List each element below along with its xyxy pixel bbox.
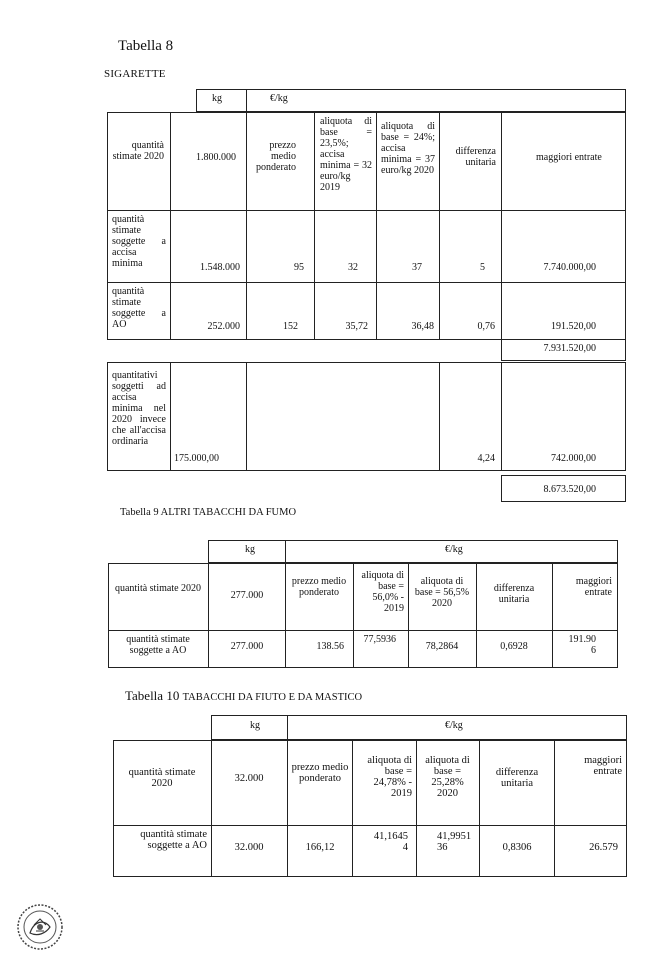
table10-col-a20: aliquota di base = 25,28% 2020 <box>425 755 470 799</box>
table8-ao-a20: 36,48 <box>411 321 434 332</box>
table9-col-a19: aliquota di base = 56,0% - 2019 <box>361 570 404 614</box>
table9-ao-magg: 191.906 <box>568 634 596 656</box>
table8-am-a20: 37 <box>412 262 422 273</box>
table9-ao-prezzo: 138.56 <box>316 641 344 652</box>
table8-ao-diff: 0,76 <box>477 321 495 332</box>
table10-header <box>211 715 627 740</box>
table9-col-a20: aliquota di base = 56,5% 2020 <box>414 576 470 609</box>
table10-ao-prezzo: 166,12 <box>305 842 335 853</box>
table8-title: Tabella 8 <box>118 38 174 54</box>
table10-eurkg-header: €/kg <box>445 720 463 731</box>
table10-kg-header: kg <box>250 720 260 731</box>
official-seal-icon <box>16 903 64 951</box>
table8-qs-label: quantità stimate 2020 <box>112 140 164 162</box>
table8-ex-kg: 175.000,00 <box>174 453 219 464</box>
table10-col-magg: maggiori entrate <box>584 755 622 777</box>
table8-ao-label: quantità stimate soggette a AO <box>112 286 166 330</box>
table8-header <box>196 89 626 112</box>
table10-ao-kg: 32.000 <box>234 842 264 853</box>
table9-title: Tabella 9 ALTRI TABACCHI DA FUMO <box>120 507 297 518</box>
table9-col-prezzo: prezzo medio ponderato <box>291 576 347 598</box>
table8-col-magg: maggiori entrate <box>536 152 602 163</box>
table10-ao-a19: 41,16454 <box>373 831 408 853</box>
table9-ao-kg: 277.000 <box>230 641 264 652</box>
table9-ao-a19: 77,5936 <box>363 634 396 645</box>
table8-am-label: quantità stimate soggette a accisa minima <box>112 214 166 269</box>
table8-total: 8.673.520,00 <box>543 484 596 495</box>
table9-ao-label: quantità stimate soggette a AO <box>126 634 190 656</box>
table8-ex-magg: 742.000,00 <box>551 453 596 464</box>
table8-col-diff: differenza unitaria <box>455 146 496 168</box>
table8-ao-kg: 252.000 <box>207 321 240 332</box>
table8-subtotal: 7.931.520,00 <box>543 343 596 354</box>
table8-ao-prezzo: 152 <box>283 321 298 332</box>
table10-ao-a20: 41,995136 <box>437 831 472 853</box>
table8-kg-header: kg <box>212 93 222 104</box>
table10-ao-label: quantità stimate soggette a AO <box>140 829 207 851</box>
table9-eurkg-header: €/kg <box>445 544 463 555</box>
table10-qs-kg: 32.000 <box>234 773 264 784</box>
table9-qs-kg: 277.000 <box>230 590 264 601</box>
table8-col-aliq2019: aliquota di base = 23,5%; accisa minima = 32 euro/kg 2019 <box>320 116 372 193</box>
table8-ao-a19: 35,72 <box>345 321 368 332</box>
table9-qs-label: quantità stimate 2020 <box>114 583 202 594</box>
table8-col-prezzo: prezzo medio ponderato <box>256 140 296 173</box>
table9-header <box>208 540 618 563</box>
table9-ao-diff: 0,6928 <box>500 641 528 652</box>
table9-col-diff: differenza unitaria <box>493 583 535 605</box>
table8-am-kg: 1.548.000 <box>200 262 240 273</box>
table8-am-magg: 7.740.000,00 <box>543 262 596 273</box>
table9-ao-a20: 78,2864 <box>425 641 459 652</box>
table10-title-sub: TABACCHI DA FIUTO E DA MASTICO <box>182 692 363 703</box>
table8-am-a19: 32 <box>348 262 358 273</box>
table10-ao-diff: 0,8306 <box>502 842 532 853</box>
table10-col-diff: differenza unitaria <box>495 767 539 789</box>
table10-title <box>125 688 362 704</box>
table8-qs-kg: 1.800.000 <box>196 152 236 163</box>
table8-subtitle: SIGARETTE <box>104 68 166 80</box>
table10-col-a19: aliquota di base = 24,78% - 2019 <box>367 755 412 799</box>
table8-col-aliq2020: aliquota di base = 24%; accisa minima = 37 euro/kg 2020 <box>381 121 435 176</box>
table8-ao-magg: 191.520,00 <box>551 321 596 332</box>
table8-ex-label: quantitativi soggetti ad accisa minima nel 2020 invece che all'accisa ordinaria <box>112 370 166 447</box>
table8-eurkg-header: €/kg <box>270 93 288 104</box>
table8-am-prezzo: 95 <box>294 262 304 273</box>
table10-qs-label: quantità stimate 2020 <box>128 767 196 789</box>
table8-am-diff: 5 <box>480 262 485 273</box>
table10-ao-magg: 26.579 <box>589 842 618 853</box>
table10-title-main: Tabella 10 <box>125 688 180 703</box>
table9-col-magg: maggiori entrate <box>575 576 612 598</box>
table8-ex-diff: 4,24 <box>477 453 495 464</box>
table9-kg-header: kg <box>245 544 255 555</box>
table10-col-prezzo: prezzo medio ponderato <box>291 762 349 784</box>
